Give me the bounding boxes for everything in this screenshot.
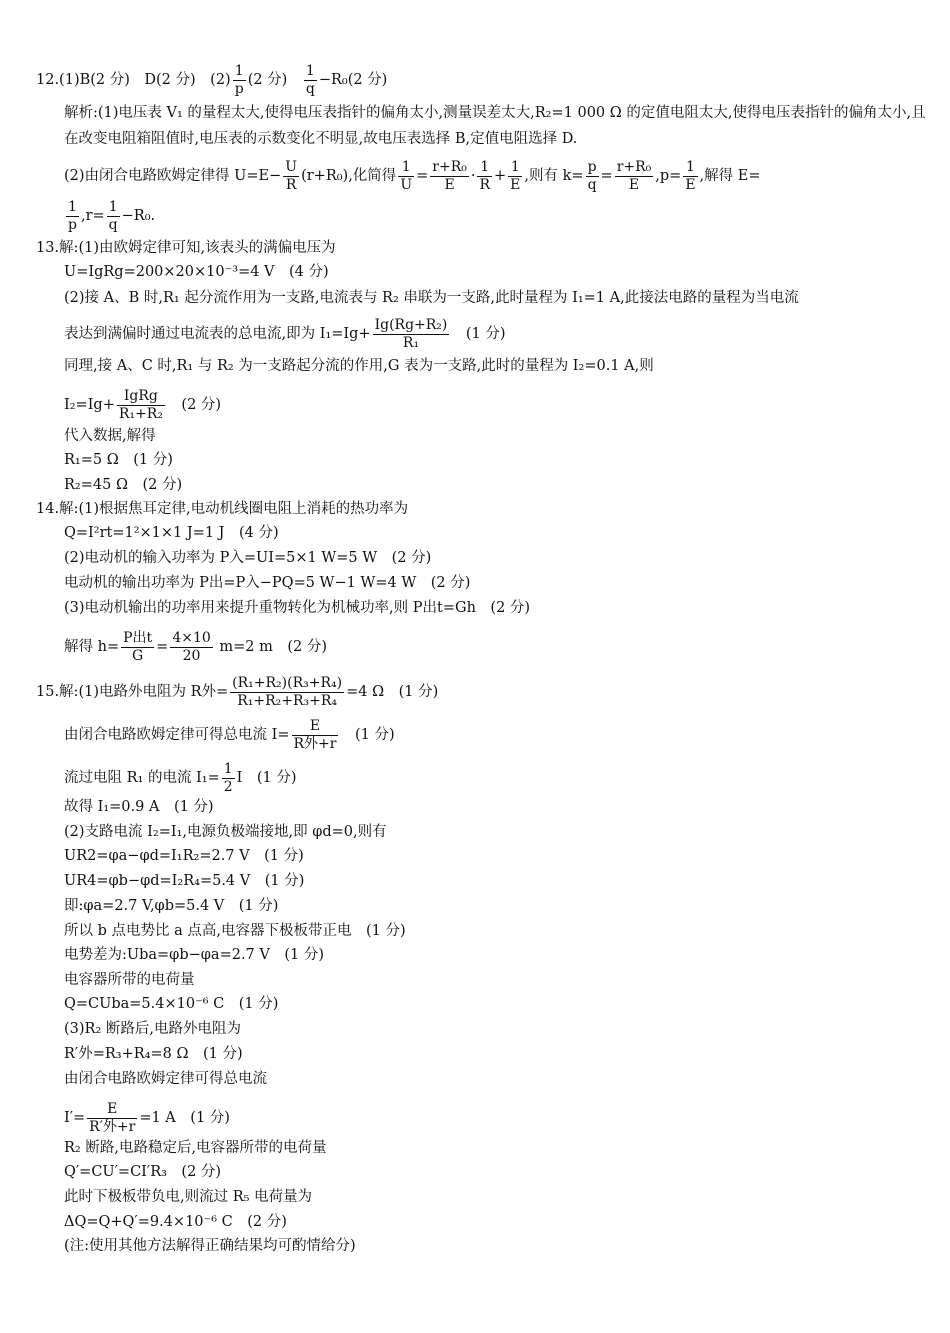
fraction: [292, 719, 339, 751]
q13-line: 代入数据,解得: [64, 428, 156, 444]
text: ,r=: [80, 208, 105, 225]
denominator: E: [510, 176, 521, 193]
text: I′=: [64, 1110, 86, 1127]
q14-line: Q=I²rt=1²×1×1 J=1 J (4 分): [64, 525, 279, 541]
numerator: 1: [398, 160, 414, 177]
fraction: [230, 676, 344, 708]
numerator: P出t: [123, 630, 153, 646]
text: I (1 分): [236, 770, 297, 787]
text: 流过电阻 R₁ 的电流 I₁=: [64, 770, 220, 787]
text: ,则有 k=: [524, 168, 584, 185]
q15-line: 此时下极板带负电,则流过 R₅ 电荷量为: [64, 1189, 313, 1205]
text: (2 分): [247, 72, 302, 89]
q12-part2-line: [64, 160, 930, 192]
q15-line: (2)支路电流 I₂=I₁,电源负极端接地,即 φd=0,则有: [64, 824, 387, 840]
text: =4 Ω (1 分): [346, 684, 439, 701]
q14-line: (2)电动机的输入功率为 P入=UI=5×1 W=5 W (2 分): [64, 550, 432, 566]
fraction: [233, 64, 246, 96]
denominator: 20: [182, 647, 201, 664]
q13-line: R₂=45 Ω (2 分): [64, 477, 183, 493]
q15-line: 电势差为:Uba=φb−φa=2.7 V (1 分): [64, 947, 325, 963]
denominator: R外+r: [293, 735, 337, 752]
text: ,解得 E=: [699, 168, 761, 185]
q15-line: UR4=φb−φd=I₂R₄=5.4 V (1 分): [64, 873, 305, 889]
denominator: U: [400, 176, 413, 193]
text: 由闭合电路欧姆定律可得总电流 I=: [64, 727, 290, 744]
denominator: R₁+R₂+R₃+R₄: [237, 692, 338, 709]
text: −R₀.: [121, 208, 156, 225]
fraction: [477, 160, 492, 192]
q13-title: 13.解:(1)由欧姆定律可知,该表头的满偏电压为: [36, 240, 336, 256]
text: ·: [470, 168, 476, 185]
text: (r+R₀),化简得: [301, 168, 397, 185]
numerator: 1: [683, 160, 697, 177]
numerator: 4×10: [172, 630, 211, 646]
numerator: Ig(Rg+R₂): [374, 317, 448, 333]
numerator: r+R₀: [616, 159, 652, 175]
denominator: p: [68, 216, 77, 233]
numerator: 1: [304, 64, 317, 81]
denominator: q: [108, 216, 118, 233]
q13-line: (2)接 A、B 时,R₁ 起分流作用为一支路,电流表与 R₂ 串联为一支路,此时量程为 I₁=1 A,此接法电路的量程为当电流: [64, 290, 799, 306]
q14-line: 电动机的输出功率为 P出=P入−PQ=5 W−1 W=4 W (2 分): [64, 575, 471, 591]
denominator: R₁: [402, 334, 420, 351]
q13-line: 同理,接 A、C 时,R₁ 与 R₂ 为一支路起分流的作用,G 表为一支路,此时的量程为 I₂=0.1 A,则: [64, 358, 654, 374]
q15-line: 所以 b 点电势比 a 点高,电容器下极板带正电 (1 分): [64, 923, 406, 939]
denominator: q: [587, 176, 597, 193]
numerator: 1: [66, 200, 79, 217]
q15-line: Q′=CU′=CI′R₃ (2 分): [64, 1164, 222, 1180]
text: I₂=Ig+: [64, 397, 115, 414]
text: =: [600, 168, 613, 185]
text: (2 分): [166, 397, 222, 414]
fraction: [170, 631, 212, 663]
fraction: [283, 160, 299, 192]
q15-line: 电容器所带的电荷量: [64, 972, 195, 988]
fraction: [107, 200, 120, 232]
denominator: G: [132, 647, 144, 664]
q15-line: [64, 762, 930, 794]
q12-part2-line-2: [64, 200, 930, 232]
q15-line: UR2=φa−φd=I₁R₂=2.7 V (1 分): [64, 848, 304, 864]
denominator: R′外+r: [89, 1118, 136, 1135]
q15-line: [64, 1102, 930, 1134]
q12-analysis-paragraph: 解析:(1)电压表 V₁ 的量程太大,使得电压表指针的偏角太小,测量误差太大,R₂=1 000 Ω 的定值电阻太大,使得电压表指针的偏角太小,且在改变电阻箱阻值时,电压表的示数变化不明显,故电压表选择 B,定值电阻选择 D.: [64, 105, 926, 147]
numerator: 1: [223, 761, 233, 777]
denominator: p: [234, 80, 244, 97]
text: (1 分): [340, 727, 395, 744]
denominator: 2: [223, 778, 233, 795]
text: m=2 m (2 分): [214, 639, 328, 656]
text: 解得 h=: [64, 639, 120, 656]
fraction: [121, 631, 154, 663]
fraction: [615, 160, 654, 192]
fraction: [430, 160, 469, 192]
fraction: [683, 160, 697, 192]
fraction: [398, 160, 414, 192]
denominator: q: [305, 80, 315, 97]
numerator: 1: [508, 160, 522, 177]
denominator: E: [444, 176, 455, 193]
q15-line: (3)R₂ 断路后,电路外电阻为: [64, 1021, 241, 1037]
q13-line: [64, 389, 930, 421]
fraction: [222, 762, 235, 794]
scoring-note: (注:使用其他方法解得正确结果均可酌情给分): [64, 1238, 356, 1254]
q15-line: 即:φa=2.7 V,φb=5.4 V (1 分): [64, 898, 279, 914]
fraction: [586, 160, 599, 192]
numerator: p: [587, 159, 597, 175]
q14-line: [64, 631, 930, 663]
q15-title: [36, 676, 930, 708]
text: −R₀(2 分): [318, 72, 388, 89]
text: =: [416, 168, 429, 185]
denominator: R: [479, 176, 491, 193]
q15-line: R₂ 断路,电路稳定后,电容器所带的电荷量: [64, 1140, 327, 1156]
numerator: r+R₀: [432, 159, 467, 175]
q13-line: [64, 318, 930, 350]
text: ,p=: [655, 168, 682, 185]
denominator: R₁+R₂: [118, 405, 163, 422]
numerator: 1: [233, 64, 246, 81]
fraction: [87, 1102, 137, 1134]
denominator: E: [685, 176, 696, 193]
numerator: (R₁+R₂)(R₃+R₄): [232, 675, 343, 691]
q14-line: (3)电动机输出的功率用来提升重物转化为机械功率,则 P出t=Gh (2 分): [64, 600, 531, 616]
q12-answer-line: [36, 64, 930, 96]
denominator: E: [628, 176, 640, 193]
q14-title: 14.解:(1)根据焦耳定律,电动机线圈电阻上消耗的热功率为: [36, 501, 409, 517]
text: =1 A (1 分): [139, 1110, 230, 1127]
q13-line: U=IgRg=200×20×10⁻³=4 V (4 分): [64, 264, 329, 280]
q15-line: R′外=R₃+R₄=8 Ω (1 分): [64, 1046, 243, 1062]
fraction: [117, 389, 165, 421]
fraction: [304, 64, 317, 96]
numerator: IgRg: [117, 389, 165, 406]
q13-line: R₁=5 Ω (1 分): [64, 452, 173, 468]
denominator: R: [285, 176, 297, 193]
numerator: E: [292, 719, 339, 736]
fraction: [66, 200, 79, 232]
q15-line: 故得 I₁=0.9 A (1 分): [64, 799, 214, 815]
fraction: [373, 318, 450, 350]
q12-answer-text: 12.(1)B(2 分) D(2 分) (2): [36, 72, 231, 89]
text: (1 分): [451, 326, 506, 343]
q15-line: ΔQ=Q+Q′=9.4×10⁻⁶ C (2 分): [64, 1214, 287, 1230]
numerator: 1: [107, 200, 120, 217]
text: =: [156, 639, 169, 656]
numerator: U: [285, 159, 298, 175]
text: 15.解:(1)电路外电阻为 R外=: [36, 684, 229, 701]
numerator: E: [87, 1102, 137, 1119]
text: (2)由闭合电路欧姆定律得 U=E−: [64, 168, 282, 185]
q15-line: 由闭合电路欧姆定律可得总电流: [64, 1071, 267, 1087]
text: +: [494, 168, 507, 185]
q15-line: [64, 719, 930, 751]
fraction: [508, 160, 522, 192]
numerator: 1: [477, 160, 492, 177]
q15-line: Q=CUba=5.4×10⁻⁶ C (1 分): [64, 996, 279, 1012]
text: 表达到满偏时通过电流表的总电流,即为 I₁=Ig+: [64, 326, 371, 343]
